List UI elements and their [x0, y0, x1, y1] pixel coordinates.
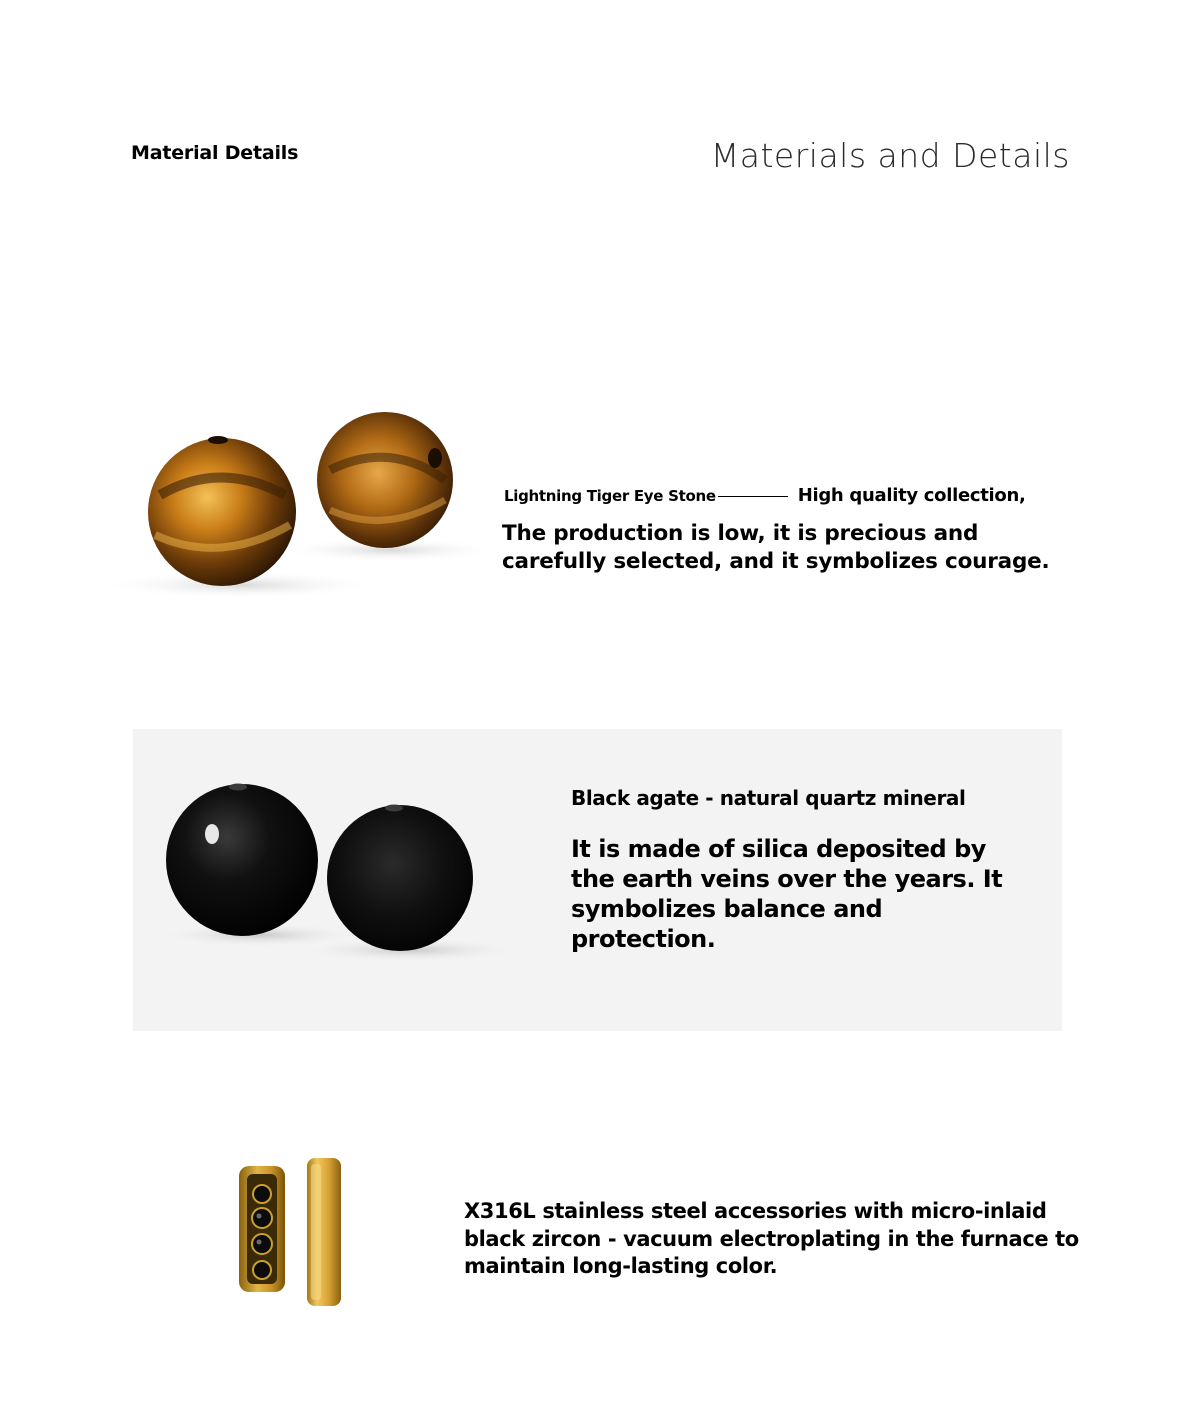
page-title-right: Materials and Details — [710, 136, 1070, 175]
tiger-eye-heading — [504, 485, 1026, 506]
tiger-eye-description: The production is low, it is precious and carefully selected, and it symbolizes courage. — [502, 521, 1050, 574]
divider-line — [718, 496, 788, 497]
black-agate-beads-image — [150, 770, 530, 970]
black-agate-description: It is made of silica deposited by the earth veins over the years. It symbolizes balance and protection. — [571, 835, 1003, 953]
black-agate-title: Black agate - natural quartz mineral — [571, 786, 966, 810]
steel-description: X316L stainless steel accessories with micro-inlaid black zircon - vacuum electroplating in the furnace to maintain long-lasting color. — [464, 1199, 1079, 1278]
page-title-left: Material Details — [131, 142, 299, 164]
tiger-eye-tagline: High quality collection, — [797, 485, 1026, 506]
tiger-eye-beads-image — [90, 400, 480, 610]
steel-spacer-beads-image — [225, 1150, 385, 1320]
tiger-eye-name: Lightning Tiger Eye Stone — [504, 487, 716, 505]
